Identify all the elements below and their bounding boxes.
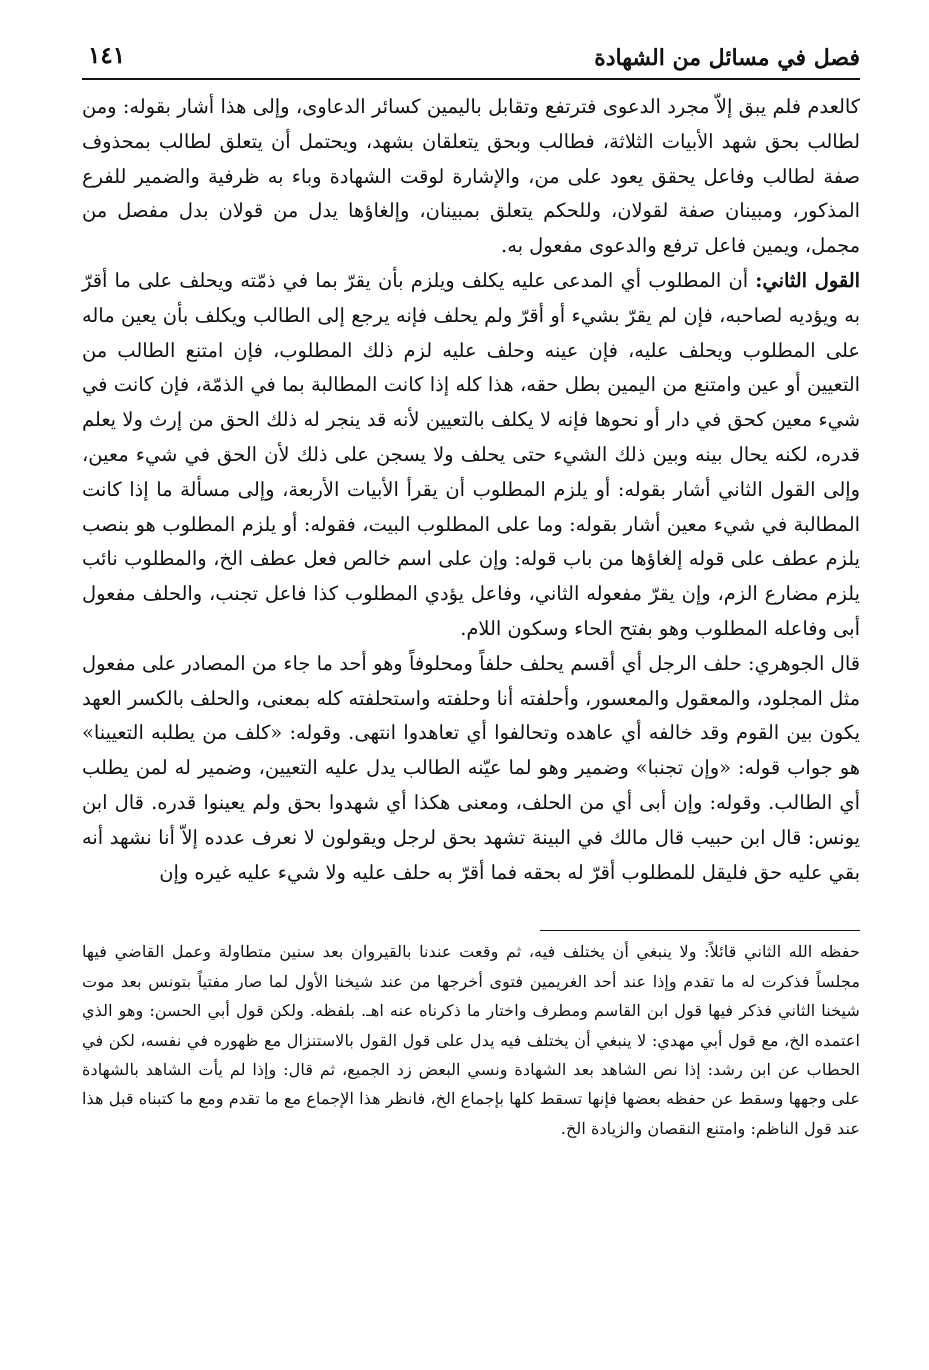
- section-label: القول الثاني:: [755, 268, 860, 292]
- book-page: [82, 38, 860, 1143]
- footnote-separator: [540, 930, 860, 931]
- footnote-text: حفظه الله الثاني قائلاً: ولا ينبغي أن يختلف فيه، ثم وقعت عندنا بالقيروان بعد سنين متطاولة وعمل القاضي فيها مجلساً فذكرت له ما تقدم وإذا عند أحد الغريمين فتوى أخرجها من عند شيخنا الأول لما صار مفتياً بتونس بعد موت شيخنا الثاني فذكر فيها قول ابن القاسم ومطرف واختار ما ذكرناه عنه اهـ. بلفظه. ولكن قول أبي الحسن: وهو الذي اعتمده الخ، مع قول أبي مهدي: لا ينبغي أن يختلف فيه يدل على قول القول بالاستنزال مع ظهوره في نفسه، لكن في الحطاب عن ابن رشد: إذا نص الشاهد بعد الشهادة ونسي البعض زد الجميع، ثم قال: وإذا لم يأت الشاهد بالشهادة على وجهها وسقط عن حفظه بعضها فإنها تسقط كلها بإجماع الخ، فانظر هذا الإجماع مع ما تقدم ومع ما كتبناه قبل هذا عند قول الناظم: وامتنع النقصان والزيادة الخ.: [82, 942, 860, 1138]
- paragraph-3: قال الجوهري: حلف الرجل أي أقسم يحلف حلفاً ومحلوفاً وهو أحد ما جاء من المصادر على مفعول مثل المجلود، والمعقول والمعسور، وأحلفته أنا وحلفته واستحلفته كله بمعنى، والحلف بالكسر العهد يكون بين القوم وقد خالفه أي عاهده وتحالفوا أي تعاهدوا انتهى. وقوله: «كلف من يطلبه التعيينا» هو جواب قوله: «وإن تجنبا» وضمير وهو لما عيّنه الطالب يدل عليه التعيين، وضمير له لمن يطلب أي الطالب. وقوله: وإن أبى أي من الحلف، ومعنى هكذا أي شهدوا بحق ولم يعينوا قدره. قال ابن يونس: قال ابن حبيب قال مالك في البينة تشهد بحق لرجل ويقولون لا نعرف عدده إلاّ أنا نشهد أنه بقي عليه حق فليقل للمطلوب أقرّ له بحقه فما أقرّ به حلف عليه ولا شيء عليه غيره وإن: [82, 651, 860, 884]
- main-text: [82, 90, 860, 890]
- page-number: ١٤١: [88, 42, 126, 69]
- page-header: [82, 38, 860, 80]
- running-title: فصل في مسائل من الشهادة: [594, 45, 860, 71]
- paragraph-2: [82, 264, 860, 647]
- paragraph-1: كالعدم فلم يبق إلاّ مجرد الدعوى فترتفع وتقابل باليمين كسائر الدعاوى، وإلى هذا أشار بقوله: ومن لطالب بحق شهد الأبيات الثلاثة، فطالب وبحق يتعلقان بشهد، ويحتمل أن يتعلق لطالب بمحذوف صفة لطالب وفاعل يحقق يعود على من، والإشارة لوقت الشهادة وباء به ظرفية والضمير للفرع المذكور، ومبينان صفة لقولان، وللحكم يتعلق بمبينان، وإلغاؤها يدل من قولان بدل مفصل من مجمل، ويمين فاعل ترفع والدعوى مفعول به.: [82, 95, 860, 258]
- paragraph-2-text: أن المطلوب أي المدعى عليه يكلف ويلزم بأن يقرّ بما في ذمّته ويحلف على ما أقرّ به ويؤديه لصاحبه، فإن لم يقرّ بشيء أو أقرّ ولم يحلف فإنه يرجع إلى الطالب ويكلف بأن يعين ماله على المطلوب ويحلف عليه، فإن عينه وحلف عليه لزم ذلك المطلوب، فإن امتنع الطالب من التعيين أو عين وامتنع من اليمين بطل حقه، هذا كله إذا كانت المطالبة بما في الذمّة، فإن كانت في شيء معين كحق في دار أو نحوها فإنه لا يكلف بالتعيين لأنه قد ينجر له ذلك الحق من إرث ولا يعلم قدره، لكنه يحال بينه وبين ذلك الشيء حتى يحلف ولا يسجن على ذلك لأن الحق في شيء معين، وإلى القول الثاني أشار بقوله: أو يلزم المطلوب أن يقرأ الأبيات الأربعة، وإلى مسألة ما إذا كانت المطالبة في شيء معين أشار بقوله: وما على المطلوب البيت، فقوله: أو يلزم المطلوب هو بنصب يلزم عطف على قوله إلغاؤها من باب قوله: وإن على اسم خالص فعل عطف الخ، والمطلوب نائب يلزم مضارع الزم، وإن يقرّ مفعوله الثاني، وفاعل يؤدي المطلوب كذا فاعل تجنب، والحلف مفعول أبى وفاعله المطلوب وهو بفتح الحاء وسكون اللام.: [82, 268, 860, 640]
- footnote: [82, 937, 860, 1143]
